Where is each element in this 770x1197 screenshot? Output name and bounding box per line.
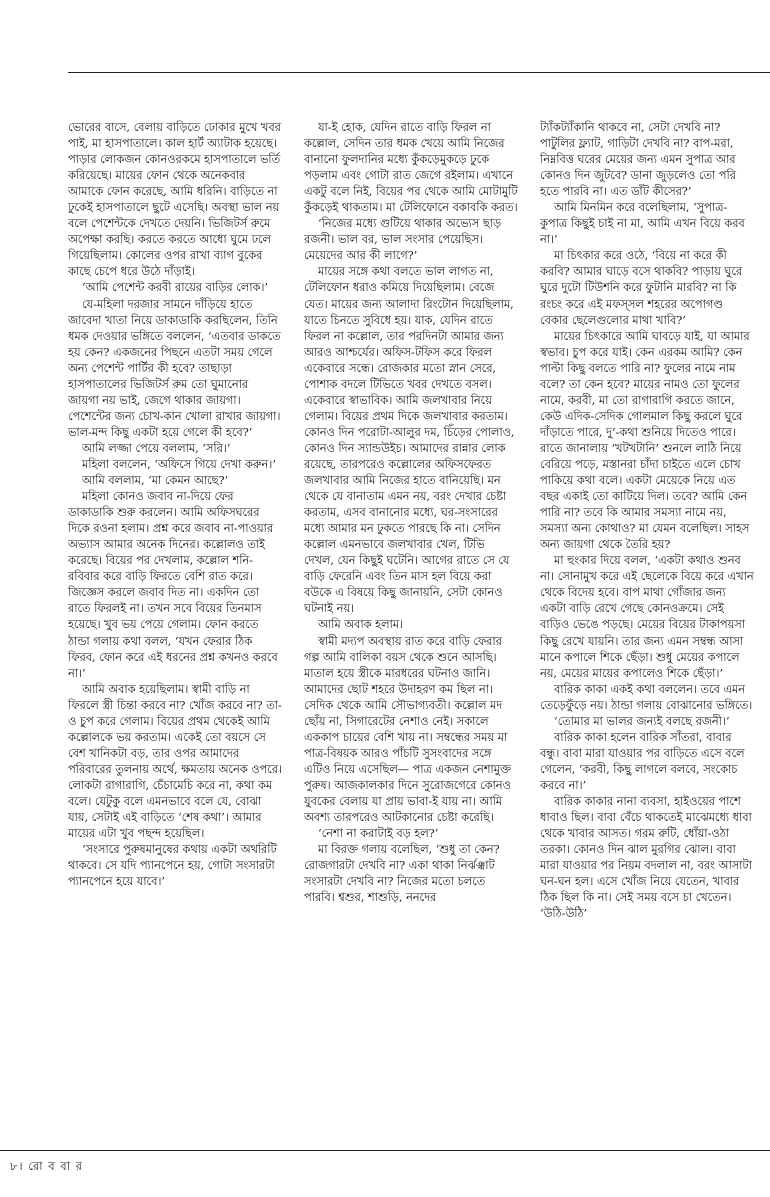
- page-number: ৮: [10, 1159, 19, 1173]
- paragraph: যা-ই হোক, যেদিন রাতে বাড়ি ফিরল না কল্লোল, সেদিন তার ধমক খেয়ে আমি নিজের বানানো ফুলদানির মধ্যে কুঁকড়েমুকড়ে ঢুকে পড়লাম এবং গোটা রাত জেগে রইলাম। এখানে একটু বলে নিই, বিয়ের পর থেকে আমি মোটামুটি কুঁকড়েই থাকতাম। মা টেলিফোনে বকাবকি করত।: [304, 121, 518, 215]
- column-3: [540, 120, 754, 1135]
- paragraph: আমি অবাক হয়েছিলাম। স্বামী বাড়ি না ফিরলে স্ত্রী চিন্তা করবে না? খোঁজ করবে না? তা-ও চুপ করে গেলাম। বিয়ের প্রথম থেকেই আমি কল্লোলকে ভয় করতাম। একেই তো বয়সে সে বেশ খানিকটা বড়, তার ওপর আমাদের পরিবারের তুলনায় অর্থে, ক্ষমতায় অনেক ওপরে। লোকটা রাগারাগি, চেঁচামেচি করে না, কথা কম বলে। যেটুকু বলে এমনভাবে বলে যে, বোঝা যায়, সেটাই এই বাড়িতে ‘শেষ কথা’। আমার মায়ের এটা খুব পছন্দ হয়েছিল।: [68, 682, 282, 841]
- paragraph: মহিলা কোনও জবাব না-দিয়ে ফের ডাকাডাকি শুরু করলেন। আমি অফিসঘরের দিকে রওনা হলাম। প্রশ্ন করে জবাব না-পাওয়ার অভ্যাস আমার অনেক দিনের। কল্লোলও তাই করেছে। বিয়ের পর দেখলাম, কল্লোল শনি-রবিবার করে বাড়ি ফিরতে বেশি রাত করে। জিজ্ঞেস করলে জবাব দিত না। একদিন তো রাতে ফিরলই না। তখন সবে বিয়ের তিনমাস হয়েছে। খুব ভয় পেয়ে গেলাম। ফোন করতে ঠান্ডা গলায় কথা বলল, ‘যখন ফেরার ঠিক ফিরব, ফোন করে এই ধরনের প্রশ্ন কখনও করবে না।’: [68, 490, 278, 680]
- paragraph: মায়ের সঙ্গে কথা বলতে ভাল লাগত না, টেলিফোন ধরাও কমিয়ে দিয়েছিলাম। বেজে যেত। মায়ের জন্য আলাদা রিংটোন দিয়েছিলাম, যাতে চিনতে সুবিধে হয়। যাক, যেদিন রাতে ফিরল না কল্লোল, তার পরদিনটা আমার জন্য আরও আশ্চর্যের। অফিস-টফিস করে ফিরল একেবারে সন্ধে। রোজকার মতো স্নান সেরে, পোশাক বদলে টিভিতে খবর দেখতে বসল। একেবারে স্বাভাবিক। আমি জলখাবার নিয়ে গেলাম। বিয়ের প্রথম দিকে জলখাবার করতাম। কোনও দিন পরোটা-আলুর দম, চিঁড়ের পোলাও, কোনও দিন স্যান্ডউইচ। আমাদের রান্নার লোক রয়েছে, তারপরেও কল্লোলের অফিসফেরত জলখাবার আমি নিজের হাতে বানিয়েছি। মন থেকে যে বানাতাম এমন নয়, বরং দেখার চেষ্টা করতাম, এসব বানানোর মধ্যে, ঘর-সংসারের মধ্যে আমার মন ঢুকতে পারছে কি না। সেদিন কল্লোল এমনভাবে জলখাবার খেল, টিভি দেখল, যেন কিছুই ঘটেনি। আগের রাতে সে যে বাড়ি ফেরেনি এবং তিন মাস হল বিয়ে করা বউকে এ বিষয়ে কিছু জানায়নি, সেটা কোনও ঘটনাই নয়।: [304, 265, 515, 616]
- paragraph: আমি বললাম, ‘মা কেমন আছে?’: [82, 474, 229, 488]
- paragraph: বারিক কাকা হলেন বারিক সাঁতরা, বাবার বন্ধু। বাবা মারা যাওয়ার পর বাড়িতে এসে বলে গেলেন, ‘করবী, কিছু লাগলে বলবে, সংকোচ করবে না।’: [540, 730, 745, 792]
- paragraph: আমি মিনমিন করে বলেছিলাম, ‘সুপাত্র-কুপাত্র কিছুই চাই না মা, আমি এখন বিয়ে করব না।’: [540, 201, 745, 247]
- article-body: [68, 120, 770, 1135]
- paragraph: মহিলা বললেন, ‘অফিসে গিয়ে দেখা করুন।’: [82, 457, 276, 471]
- paragraph: মা চিৎকার করে ওঠে, ‘বিয়ে না করে কী করবি? আমার ঘাড়ে বসে থাকবি? পাড়ায় ঘুরে ঘুরে দুটো টিউশনি করে ফুটানি মারবি? না কি রংচং করে এই মফস্সল শহরের অপোগণ্ড বেকার ছেলেগুলোর মাথা খাবি?’: [540, 249, 743, 327]
- column-2: [304, 120, 518, 1135]
- paragraph: মা হুংকার দিয়ে বলল, ‘একটা কথাও শুনব না। সোনামুখ করে এই ছেলেকে বিয়ে করে এখান থেকে বিদেয় হবে। বাপ মাথা গোঁজার জন্য একটা বাড়ি রেখে গেছে কোনওক্রমে। সেই বাড়িও ভেঙে পড়ছে। মেয়ের বিয়ের টাকাপয়সা কিছু রেখে যায়নি। তার জন্য এমন সম্বন্ধ আসা মানে কপালে শিকে ছেঁড়া। শুধু মেয়ের কপালে নয়, মেয়ের মায়ের কপালেও শিকে ছেঁড়া।’: [540, 554, 754, 680]
- magazine-name: রো ব বা র: [28, 1159, 84, 1173]
- page-footer: [10, 1158, 83, 1177]
- paragraph: বারিক কাকার নানা ব্যবসা, হাইওয়ের পাশে ধাবাও ছিল। বাবা বেঁচে থাকতেই মাঝেমধ্যে ধাবা থেকে খাবার আসত। গরম রুটি, ধোঁয়া-ওঠা তরকা। কোনও দিন ঝাল মুরগির ঝোল। বাবা মারা যাওয়ার পর নিয়ম বদলাল না, বরং আসাটা ঘন-ঘন হল। এসে খোঁজ নিয়ে যেতেন, খাবার ঠিক ছিল কি না। সেই সময় বসে চা খেতেন। ‘উঠি-উঠি’: [540, 794, 752, 921]
- paragraph: আমি অবাক হলাম।: [318, 618, 404, 632]
- paragraph: ‘সংসারে পুরুষমানুষের কথায় একটা অথরিটি থাকবে। সে যদি প্যানপেনে হয়, গোটা সংসারটা প্যানপেনে হয়ে যাবে।’: [68, 843, 277, 889]
- paragraph: ‘তোমার মা ভালর জন্যই বলছে রজনী।’: [554, 714, 730, 728]
- paragraph: ট্যাঁকট্যাঁকানি থাকবে না, সেটা দেখবি না? পাটুলির ফ্ল্যাট, গাড়িটা দেখবি না? বাপ-মরা, নিম্নবিত্ত ঘরের মেয়ের জন্য এমন সুপাত্র আর কোনও দিন জুটবে? ডানা জুড়লেও তো পরি হতে পারবি না। এত ডাঁট কীসের?’: [540, 121, 736, 199]
- top-rule: [68, 72, 770, 73]
- paragraph: যে-মহিলা দরজার সামনে দাঁড়িয়ে হাতে জাবেদা খাতা নিয়ে ডাকাডাকি করছিলেন, তিনি ধমক দেওয়ার ভঙ্গিতে বললেন, ‘এতবার ডাকতে হয় কেন? একজনের পিছনে এতটা সময় গেলে অন্য পেশেন্ট পার্টির কী হবে? তাছাড়া হাসপাতালের ভিজিটর্স রুম তো ঘুমানোর জায়গা নয় ভাই, জেগে থাকার জায়গা। পেশেন্টের জন্য চোখ-কান খোলা রাখার জায়গা। ভাল-মন্দ কিছু একটা হয়ে গেলে কী হবে?’: [68, 297, 281, 439]
- paragraph: ভোরের বাসে, বেলায় বাড়িতে ঢোকার মুখে খবর পাই, মা হাসপাতালে। কাল হার্ট অ্যাটাক হয়েছে। পাড়ার লোকজন কোনওরকমে হাসপাতালে ভর্তি করিয়েছে। মায়ের ফোন থেকে অনেকবার আমাকে ফোন করেছে, আমি ধরিনি। বাড়িতে না ঢুকেই হাসপাতালে ছুটে এসেছি। অবস্থা ভাল নয় বলে পেশেন্টকে দেখতে দেয়নি। ভিজিটর্স রুমে অপেক্ষা করছি। করতে করতে আধো ঘুমে ঢলে গিয়েছিলাম। কোলের ওপর রাখা ব্যাগ বুকের কাছে চেপে ধরে উঠে দাঁড়াই।: [68, 121, 281, 279]
- column-1: [68, 120, 282, 1135]
- paragraph: মা বিরক্ত গলায় বলেছিল, ‘শুধু তা কেন? রোজগারটা দেখবি না? একা থাকা নির্ঝঞ্ঝাট সংসারটা দেখবি না? নিজের মতো চলতে পারবি। শ্বশুর, শাশুড়ি, ননদের: [304, 843, 500, 905]
- paragraph: ‘নেশা না করাটাই বড় হল?’: [318, 827, 439, 841]
- bottom-rule: [0, 1150, 770, 1151]
- paragraph: স্বামী মদ্যপ অবস্থায় রাত করে বাড়ি ফেরার গল্প আমি বালিকা বয়স থেকে শুনে আসছি। মাতাল হয়ে স্ত্রীকে মারধরের ঘটনাও জানি। আমাদের ছোট শহরে উদাহরণ কম ছিল না। সেদিক থেকে আমি সৌভাগ্যবতী। কল্লোল মদ ছোঁয় না, সিগারেটের নেশাও নেই। সকালে এককাপ চায়ের বেশি খায় না। সম্বন্ধের সময় মা পাত্র-বিষয়ক আরও পাঁচটি সুসংবাদের সঙ্গে এটিও নিয়ে এসেছিল— পাত্র একজন নেশামুক্ত পুরুষ। আজকালকার দিনে সুরোজগেরে কোনও যুবকের বেলায় যা প্রায় ভাবা-ই যায় না। আমি অবশ্য তারপরেও আটকানোর চেষ্টা করেছি।: [304, 634, 511, 825]
- footer-separator: ।: [18, 1159, 24, 1173]
- paragraph: ‘নিজের মধ্যে গুটিয়ে থাকার অভ্যেস ছাড় রজনী। ভাল বর, ভাল সংসার পেয়েছিস। মেয়েদের আর কী লাগে?’: [304, 217, 502, 263]
- paragraph: আমি লজ্জা পেয়ে বললাম, ‘সরি।’: [82, 441, 231, 455]
- paragraph: মায়ের চিৎকারে আমি ঘাবড়ে যাই, যা আমার স্বভাব। চুপ করে যাই। কেন এরকম আমি? কেন পাল্টা কিছু বলতে পারি না? ফুলের নামে নাম বলে? তা কেন হবে? মায়ের নামও তো ফুলের নামে, করবী, মা তো রাগারাগি করতে জানে, কেউ এদিক-সেদিক গোলমাল কিছু করলে ঘুরে দাঁড়াতে পারে, দু’-কথা শুনিয়ে দিতেও পারে। রাতে জানালায় ‘খটখটানি’ শুনলে লাঠি নিয়ে বেরিয়ে পড়ে, মস্তানরা চাঁদা চাইতে এলে চোখ পাকিয়ে কথা বলে। একটা মেয়েকে নিয়ে এত বছর একাই তো কাটিয়ে দিল। তবে? আমি কেন পারি না? তবে কি আমার সমস্যা নামে নয়, সমস্যা অন্য কোথাও? মা যেমন বলেছিল। সাহস অন্য জায়গা থেকে তৈরি হয়?: [540, 329, 750, 552]
- paragraph: বারিক কাকা একই কথা বললেন। তবে এমন তেড়েফুঁড়ে নয়। ঠান্ডা গলায় বোঝানোর ভঙ্গিতে।: [540, 682, 753, 712]
- paragraph: ‘আমি পেশেন্ট করবী রায়ের বাড়ির লোক।’: [82, 281, 269, 295]
